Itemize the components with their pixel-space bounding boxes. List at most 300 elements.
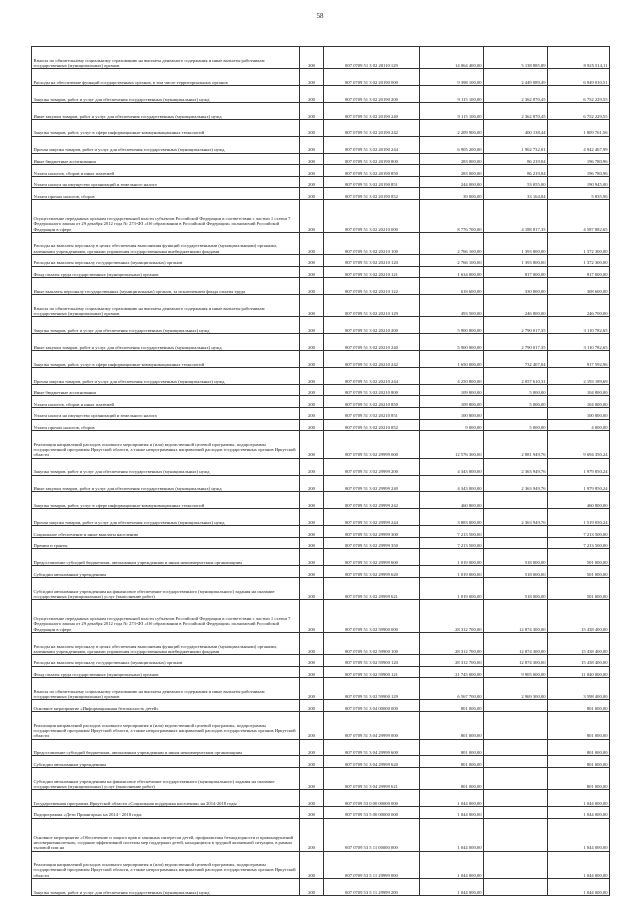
- row-code-cell: 200: [300, 526, 324, 538]
- row-kbk-cell: 807 0709 51 3 02 29999 000: [324, 431, 420, 459]
- row-kbk-cell: 807 0709 51 3 02 20210 121: [324, 266, 420, 278]
- row-kbk-cell: 807 0709 51 3 04 29999 000: [324, 712, 420, 740]
- table-row: [32, 818, 610, 851]
- table-row: [32, 351, 610, 368]
- row-approved-cell: 801 000,00: [420, 700, 484, 712]
- row-kbk-cell: 807 0709 51 3 02 29999 350: [324, 537, 420, 549]
- row-remaining-cell: 4 587 882,65: [548, 200, 610, 233]
- row-code-cell: 200: [300, 678, 324, 700]
- row-approved-cell: 493 500,00: [420, 295, 484, 317]
- table-row: [32, 69, 610, 86]
- row-executed-cell: 5 000,00: [484, 419, 548, 431]
- row-approved-cell: 8 776 700,00: [420, 200, 484, 233]
- row-remaining-cell: 1 372 300,00: [548, 255, 610, 267]
- table-row: [32, 851, 610, 879]
- row-code-cell: 200: [300, 367, 324, 384]
- row-code-cell: 200: [300, 396, 324, 408]
- row-executed-cell: 33 164,04: [484, 188, 548, 200]
- table-row: [32, 577, 610, 599]
- row-executed-cell: 53 055,00: [484, 176, 548, 188]
- row-executed-cell: 5 138 885,89: [484, 47, 548, 69]
- row-approved-cell: 28 312 700,00: [420, 655, 484, 667]
- row-executed-cell: 2 969 300,00: [484, 678, 548, 700]
- row-executed-cell: 518 000,00: [484, 549, 548, 566]
- table-row: [32, 739, 610, 756]
- table-row: [32, 367, 610, 384]
- row-kbk-cell: 807 0709 51 3 02 20210 800: [324, 384, 420, 396]
- table-row: [32, 165, 610, 177]
- row-kbk-cell: 807 0709 51 3 02 29999 200: [324, 458, 420, 475]
- row-name-cell: Иные закупки товаров, работ и услуг для обеспечения государственных (муниципальных) нужд: [32, 102, 300, 119]
- row-name-cell: Взносы по обязательному социальному страхованию на выплаты денежного содержания и иные выплаты работникам государственных (муниципальных) органов: [32, 47, 300, 69]
- row-name-cell: Реализация направлений расходов основного мероприятия и (или) ведомственной целевой программы, подпрограммы государственной программы Иркутской области, а также непрограммных направлений расходов государственных органов Иркутской области: [32, 712, 300, 740]
- table-row: [32, 419, 610, 431]
- row-kbk-cell: 807 0709 51 3 02 20190 240: [324, 102, 420, 119]
- row-name-cell: Закупка товаров, работ и услуг для обеспечения государственных (муниципальных) нужд: [32, 879, 300, 896]
- row-remaining-cell: 308 600,00: [548, 278, 610, 295]
- row-executed-cell: 732 407,04: [484, 351, 548, 368]
- row-approved-cell: 14 064 400,00: [420, 47, 484, 69]
- row-remaining-cell: 100 800,00: [548, 408, 610, 420]
- table-row: [32, 295, 610, 317]
- row-kbk-cell: 807 0709 51 3 02 29999 621: [324, 577, 420, 599]
- row-kbk-cell: 807 0709 51 3 02 20190 851: [324, 176, 420, 188]
- table-row: [32, 492, 610, 509]
- row-executed-cell: [484, 408, 548, 420]
- row-name-cell: Реализация направлений расходов основного мероприятия и (или) ведомственной целевой программы, подпрограммы государственной программы Иркутской области, а также непрограммных направлений расходов государственных органов Иркутской области: [32, 851, 300, 879]
- row-kbk-cell: 807 0709 51 3 02 20190 800: [324, 153, 420, 165]
- row-code-cell: 200: [300, 119, 324, 136]
- row-approved-cell: 1 634 000,00: [420, 266, 484, 278]
- row-remaining-cell: 15 438 400,00: [548, 655, 610, 667]
- row-approved-cell: 28 312 700,00: [420, 600, 484, 633]
- row-name-cell: Иные бюджетные ассигнования: [32, 384, 300, 396]
- row-code-cell: 200: [300, 537, 324, 549]
- row-kbk-cell: 807 0709 51 3 02 20210 244: [324, 367, 420, 384]
- row-kbk-cell: 807 0709 51 3 02 29999 244: [324, 509, 420, 526]
- row-name-cell: Субсидии автономным учреждениям: [32, 756, 300, 768]
- table-row: [32, 600, 610, 633]
- row-approved-cell: 28 312 700,00: [420, 632, 484, 654]
- row-approved-cell: 5 900 800,00: [420, 317, 484, 334]
- row-name-cell: Субсидии автономным учреждениям: [32, 566, 300, 578]
- row-kbk-cell: 807 0709 51 3 02 59900 121: [324, 666, 420, 678]
- row-name-cell: Реализация направлений расходов основного мероприятия и (или) ведомственной целевой программы, подпрограммы государственной программы Иркутской области, а также непрограммных направлений расходов государственных органов Иркутской области: [32, 431, 300, 459]
- row-code-cell: 200: [300, 492, 324, 509]
- row-approved-cell: 109 800,00: [420, 396, 484, 408]
- row-code-cell: 200: [300, 102, 324, 119]
- row-kbk-cell: 807 0709 53 5 11 00000 000: [324, 818, 420, 851]
- row-name-cell: Премии и гранты: [32, 537, 300, 549]
- row-code-cell: 200: [300, 351, 324, 368]
- row-approved-cell: 9 000,00: [420, 419, 484, 431]
- row-executed-cell: [484, 790, 548, 807]
- row-executed-cell: 2 057 610,31: [484, 367, 548, 384]
- row-name-cell: Иные бюджетные ассигнования: [32, 153, 300, 165]
- row-remaining-cell: 15 438 400,00: [548, 600, 610, 633]
- row-remaining-cell: 801 000,00: [548, 756, 610, 768]
- table-row: [32, 384, 610, 396]
- row-name-cell: Уплата прочих налогов, сборов: [32, 188, 300, 200]
- row-code-cell: 200: [300, 431, 324, 459]
- row-code-cell: 200: [300, 712, 324, 740]
- row-code-cell: 200: [300, 807, 324, 819]
- row-kbk-cell: 807 0709 51 3 04 00000 000: [324, 700, 420, 712]
- table-row: [32, 458, 610, 475]
- row-executed-cell: 1 393 800,00: [484, 255, 548, 267]
- row-code-cell: 200: [300, 458, 324, 475]
- row-remaining-cell: 1 044 000,00: [548, 790, 610, 807]
- row-code-cell: 200: [300, 666, 324, 678]
- row-name-cell: Субсидии автономным учреждениям на финансовое обеспечение государственного (муниципального) задания на оказание государственных (муниципальных) услуг (выполнение работ): [32, 577, 300, 599]
- row-kbk-cell: 807 0709 51 3 02 20210 129: [324, 295, 420, 317]
- row-kbk-cell: 807 0709 51 3 02 20190 244: [324, 136, 420, 153]
- row-approved-cell: 1 044 000,00: [420, 879, 484, 896]
- row-remaining-cell: 104 800,00: [548, 396, 610, 408]
- row-name-cell: Расходы на обеспечение функций государственных органов, в том числе территориальных органов: [32, 69, 300, 86]
- row-kbk-cell: 807 0709 51 3 02 29999 600: [324, 549, 420, 566]
- row-name-cell: Социальное обеспечение и иные выплаты населению: [32, 526, 300, 538]
- row-code-cell: 200: [300, 566, 324, 578]
- row-remaining-cell: 4 942 467,99: [548, 136, 610, 153]
- row-remaining-cell: 104 800,00: [548, 384, 610, 396]
- row-executed-cell: 2 363 949,76: [484, 475, 548, 492]
- row-approved-cell: 2 766 100,00: [420, 255, 484, 267]
- row-code-cell: 200: [300, 317, 324, 334]
- row-name-cell: Расходы на выплаты персоналу государственных (муниципальных) органов: [32, 255, 300, 267]
- table-row: [32, 655, 610, 667]
- row-kbk-cell: 807 0709 51 3 04 29999 621: [324, 768, 420, 790]
- table-row: [32, 266, 610, 278]
- table-row: [32, 102, 610, 119]
- row-remaining-cell: 801 000,00: [548, 712, 610, 740]
- row-code-cell: 200: [300, 632, 324, 654]
- row-code-cell: 200: [300, 266, 324, 278]
- row-executed-cell: 4 188 817,35: [484, 200, 548, 233]
- row-executed-cell: [484, 739, 548, 756]
- row-code-cell: 200: [300, 577, 324, 599]
- row-remaining-cell: 6 752 229,55: [548, 86, 610, 103]
- row-code-cell: 200: [300, 475, 324, 492]
- row-kbk-cell: 807 0709 51 3 02 20190 850: [324, 165, 420, 177]
- row-remaining-cell: 190 945,00: [548, 176, 610, 188]
- row-executed-cell: 1 393 800,00: [484, 232, 548, 254]
- row-code-cell: 200: [300, 47, 324, 69]
- row-name-cell: Уплата прочих налогов, сборов: [32, 419, 300, 431]
- row-kbk-cell: 807 0709 51 3 02 59900 100: [324, 632, 420, 654]
- row-executed-cell: 5 000,00: [484, 384, 548, 396]
- row-kbk-cell: 807 0709 51 3 02 20110 129: [324, 47, 420, 69]
- row-kbk-cell: 807 0709 51 3 02 20190 200: [324, 86, 420, 103]
- row-kbk-cell: 807 0709 53 0 00 00000 000: [324, 790, 420, 807]
- row-approved-cell: 4 343 800,00: [420, 475, 484, 492]
- row-approved-cell: 801 000,00: [420, 712, 484, 740]
- table-row: [32, 678, 610, 700]
- row-remaining-cell: 11 840 000,00: [548, 666, 610, 678]
- row-code-cell: 200: [300, 188, 324, 200]
- budget-table-body: [32, 47, 610, 896]
- row-code-cell: 200: [300, 334, 324, 351]
- table-row: [32, 278, 610, 295]
- table-row: [32, 408, 610, 420]
- row-remaining-cell: 801 000,00: [548, 768, 610, 790]
- row-name-cell: Субсидии автономным учреждениям на финансовое обеспечение государственного (муниципального) задания на оказание государственных (муниципальных) услуг (выполнение работ): [32, 768, 300, 790]
- table-row: [32, 232, 610, 254]
- table-row: [32, 47, 610, 69]
- table-row: [32, 632, 610, 654]
- row-executed-cell: 330 000,00: [484, 278, 548, 295]
- table-row: [32, 509, 610, 526]
- row-approved-cell: 1 044 000,00: [420, 818, 484, 851]
- row-remaining-cell: 2 193 189,69: [548, 367, 610, 384]
- row-executed-cell: [484, 492, 548, 509]
- row-executed-cell: 400 138,44: [484, 119, 548, 136]
- row-code-cell: 200: [300, 136, 324, 153]
- row-code-cell: 200: [300, 69, 324, 86]
- row-kbk-cell: 807 0709 51 3 04 29999 600: [324, 739, 420, 756]
- row-name-cell: Государственная программа Иркутской области «Социальная поддержка населения» на 2014-2018 годы: [32, 790, 300, 807]
- row-name-cell: Основное мероприятие «Информационная безопасность детей»: [32, 700, 300, 712]
- row-remaining-cell: 196 780,96: [548, 153, 610, 165]
- row-remaining-cell: 1 044 000,00: [548, 818, 610, 851]
- budget-table: [31, 46, 610, 896]
- row-executed-cell: [484, 807, 548, 819]
- row-remaining-cell: 3 110 782,65: [548, 317, 610, 334]
- row-approved-cell: 244 000,00: [420, 176, 484, 188]
- row-remaining-cell: 8 925 514,11: [548, 47, 610, 69]
- row-remaining-cell: 9 694 350,24: [548, 431, 610, 459]
- row-code-cell: 200: [300, 200, 324, 233]
- row-approved-cell: 801 000,00: [420, 756, 484, 768]
- table-row: [32, 549, 610, 566]
- row-kbk-cell: 807 0709 51 3 02 20190 242: [324, 119, 420, 136]
- table-row: [32, 334, 610, 351]
- row-kbk-cell: 807 0709 51 3 02 20210 852: [324, 419, 420, 431]
- row-code-cell: 200: [300, 232, 324, 254]
- row-remaining-cell: 6 752 229,55: [548, 102, 610, 119]
- row-executed-cell: 12 874 300,00: [484, 655, 548, 667]
- row-name-cell: Взносы по обязательному социальному страхованию на выплаты денежного содержания и иные выплаты работникам государственных (муниципальных) органов: [32, 678, 300, 700]
- row-remaining-cell: 501 000,00: [548, 566, 610, 578]
- row-executed-cell: 86 219,04: [484, 165, 548, 177]
- row-executed-cell: 9 905 000,00: [484, 666, 548, 678]
- row-executed-cell: [484, 879, 548, 896]
- row-code-cell: 200: [300, 739, 324, 756]
- row-approved-cell: 21 745 000,00: [420, 666, 484, 678]
- row-code-cell: 200: [300, 295, 324, 317]
- table-row: [32, 119, 610, 136]
- table-row: [32, 255, 610, 267]
- table-row: [32, 712, 610, 740]
- row-kbk-cell: 807 0709 51 3 02 20210 000: [324, 200, 420, 233]
- table-row: [32, 86, 610, 103]
- row-remaining-cell: 5 835,96: [548, 188, 610, 200]
- row-approved-cell: 1 044 000,00: [420, 790, 484, 807]
- row-approved-cell: 1 044 000,00: [420, 851, 484, 879]
- row-executed-cell: [484, 768, 548, 790]
- row-remaining-cell: 4 000,00: [548, 419, 610, 431]
- row-kbk-cell: 807 0709 51 3 02 20210 850: [324, 396, 420, 408]
- row-kbk-cell: 807 0709 51 3 02 20210 100: [324, 232, 420, 254]
- table-row: [32, 153, 610, 165]
- row-kbk-cell: 807 0709 51 3 02 29999 242: [324, 492, 420, 509]
- row-executed-cell: 2 449 089,49: [484, 69, 548, 86]
- table-row: [32, 176, 610, 188]
- row-executed-cell: 5 000,00: [484, 396, 548, 408]
- table-row: [32, 188, 610, 200]
- row-executed-cell: 2 362 870,45: [484, 102, 548, 119]
- table-row: [32, 537, 610, 549]
- table-row: [32, 756, 610, 768]
- row-code-cell: 200: [300, 818, 324, 851]
- row-code-cell: 200: [300, 419, 324, 431]
- row-remaining-cell: 15 438 400,00: [548, 632, 610, 654]
- row-remaining-cell: 196 780,96: [548, 165, 610, 177]
- row-approved-cell: 39 000,00: [420, 188, 484, 200]
- row-kbk-cell: 807 0709 53 5 00 00000 000: [324, 807, 420, 819]
- row-remaining-cell: 1 809 761,56: [548, 119, 610, 136]
- row-remaining-cell: 1 044 000,00: [548, 851, 610, 879]
- row-name-cell: Прочая закупка товаров, работ и услуг для обеспечения государственных (муниципальных) нужд: [32, 509, 300, 526]
- row-code-cell: 200: [300, 790, 324, 807]
- row-remaining-cell: 801 000,00: [548, 739, 610, 756]
- row-kbk-cell: 807 0709 51 3 02 20210 120: [324, 255, 420, 267]
- row-name-cell: Подпрограмма «Дети Приангарья» на 2014 - 2018 годы: [32, 807, 300, 819]
- row-code-cell: 200: [300, 176, 324, 188]
- row-code-cell: 200: [300, 509, 324, 526]
- row-code-cell: 200: [300, 655, 324, 667]
- row-remaining-cell: 501 000,00: [548, 549, 610, 566]
- table-row: [32, 666, 610, 678]
- row-name-cell: Иные закупки товаров, работ и услуг для обеспечения государственных (муниципальных) нужд: [32, 475, 300, 492]
- row-approved-cell: 2 766 100,00: [420, 232, 484, 254]
- row-approved-cell: 618 600,00: [420, 278, 484, 295]
- row-name-cell: Закупка товаров, работ, услуг в сфере информационно-коммуникационных технологий: [32, 351, 300, 368]
- row-remaining-cell: 246 700,00: [548, 295, 610, 317]
- row-name-cell: Предоставление субсидий бюджетным, автономным учреждениям и иным некоммерческим организациям: [32, 549, 300, 566]
- table-row: [32, 475, 610, 492]
- table-row: [32, 317, 610, 334]
- row-approved-cell: 109 800,00: [420, 384, 484, 396]
- row-remaining-cell: 7 213 500,00: [548, 526, 610, 538]
- row-name-cell: Закупка товаров, работ и услуг для обеспечения государственных (муниципальных) нужд: [32, 86, 300, 103]
- row-kbk-cell: 807 0709 51 3 02 20210 851: [324, 408, 420, 420]
- table-row: [32, 700, 610, 712]
- row-name-cell: Фонд оплаты труда государственных (муниципальных) органов: [32, 266, 300, 278]
- row-remaining-cell: 501 000,00: [548, 577, 610, 599]
- row-name-cell: Закупка товаров, работ и услуг для обеспечения государственных (муниципальных) нужд: [32, 458, 300, 475]
- row-name-cell: Расходы на выплаты персоналу в целях обеспечения выполнения функций государственными (муниципальными) органами, казенными учреждениями, органами управления государственными внебюджетными фондами: [32, 232, 300, 254]
- row-approved-cell: 9 115 100,00: [420, 102, 484, 119]
- row-executed-cell: 2 362 870,45: [484, 86, 548, 103]
- row-executed-cell: [484, 526, 548, 538]
- row-approved-cell: 283 000,00: [420, 165, 484, 177]
- row-code-cell: 200: [300, 600, 324, 633]
- row-remaining-cell: 1 519 050,24: [548, 509, 610, 526]
- row-kbk-cell: 807 0709 51 3 02 20210 122: [324, 278, 420, 295]
- row-executed-cell: 86 219,04: [484, 153, 548, 165]
- row-remaining-cell: 7 213 500,00: [548, 537, 610, 549]
- row-name-cell: Закупка товаров, работ, услуг в сфере информационно-коммуникационных технологий: [32, 492, 300, 509]
- row-approved-cell: 5 900 800,00: [420, 334, 484, 351]
- row-approved-cell: 4 343 800,00: [420, 458, 484, 475]
- row-code-cell: 200: [300, 879, 324, 896]
- row-approved-cell: 100 800,00: [420, 408, 484, 420]
- row-name-cell: Расходы на выплаты персоналу в целях обеспечения выполнения функций государственными (муниципальными) органами, казенными учреждениями, органами управления государственными внебюджетными фондами: [32, 632, 300, 654]
- row-kbk-cell: 807 0709 51 3 02 20210 200: [324, 317, 420, 334]
- row-code-cell: 200: [300, 278, 324, 295]
- row-executed-cell: 2 363 949,76: [484, 509, 548, 526]
- row-executed-cell: 2 790 017,35: [484, 317, 548, 334]
- row-code-cell: 200: [300, 255, 324, 267]
- table-row: [32, 396, 610, 408]
- row-kbk-cell: 807 0709 53 5 11 29999 200: [324, 879, 420, 896]
- row-executed-cell: [484, 851, 548, 879]
- row-approved-cell: 1 044 000,00: [420, 807, 484, 819]
- row-approved-cell: 283 000,00: [420, 153, 484, 165]
- row-approved-cell: 4 250 800,00: [420, 367, 484, 384]
- row-approved-cell: 1 650 000,00: [420, 351, 484, 368]
- row-name-cell: Взносы по обязательному социальному страхованию на выплаты денежного содержания и иные выплаты работникам государственных (муниципальных) органов: [32, 295, 300, 317]
- table-row: [32, 200, 610, 233]
- row-approved-cell: 7 213 500,00: [420, 537, 484, 549]
- row-executed-cell: [484, 537, 548, 549]
- row-kbk-cell: 807 0709 51 3 02 20190 000: [324, 69, 420, 86]
- row-code-cell: 200: [300, 851, 324, 879]
- table-row: [32, 768, 610, 790]
- row-kbk-cell: 807 0709 51 3 02 59900 129: [324, 678, 420, 700]
- row-kbk-cell: 807 0709 51 3 02 20190 852: [324, 188, 420, 200]
- row-executed-cell: [484, 712, 548, 740]
- row-name-cell: Осуществление переданных органам государственной власти субъектов Российской Федерации в соответствии с частью 1 статьи 7 Федерального закона от 29 декабря 2012 года № 273-ФЗ «Об образовании в Российской Федерации» полномочий Российской Федерации в сфере: [32, 200, 300, 233]
- row-approved-cell: 6 905 200,00: [420, 136, 484, 153]
- row-code-cell: 200: [300, 384, 324, 396]
- row-name-cell: Закупка товаров, работ и услуг для обеспечения государственных (муниципальных) нужд: [32, 317, 300, 334]
- row-name-cell: Фонд оплаты труда государственных (муниципальных) органов: [32, 666, 300, 678]
- row-code-cell: 200: [300, 86, 324, 103]
- row-approved-cell: 3 883 000,00: [420, 509, 484, 526]
- row-name-cell: Иные выплаты персоналу государственных (муниципальных) органов, за исключением фонда оплаты труда: [32, 278, 300, 295]
- row-remaining-cell: 1 044 000,00: [548, 807, 610, 819]
- row-remaining-cell: 1 979 850,24: [548, 475, 610, 492]
- row-name-cell: Уплата налогов, сборов и иных платежей: [32, 396, 300, 408]
- table-row: [32, 566, 610, 578]
- row-executed-cell: 12 874 300,00: [484, 600, 548, 633]
- row-name-cell: Прочая закупка товаров, работ и услуг для обеспечения государственных (муниципальных) нужд: [32, 367, 300, 384]
- row-executed-cell: 246 800,00: [484, 295, 548, 317]
- row-code-cell: 200: [300, 165, 324, 177]
- row-code-cell: 200: [300, 768, 324, 790]
- table-row: [32, 526, 610, 538]
- row-remaining-cell: 6 949 010,51: [548, 69, 610, 86]
- row-kbk-cell: 807 0709 51 3 02 59900 120: [324, 655, 420, 667]
- row-approved-cell: 1 019 000,00: [420, 549, 484, 566]
- row-kbk-cell: 807 0709 51 3 02 29999 240: [324, 475, 420, 492]
- table-row: [32, 879, 610, 896]
- row-approved-cell: 801 000,00: [420, 739, 484, 756]
- row-executed-cell: 2 790 017,35: [484, 334, 548, 351]
- row-approved-cell: 12 576 300,00: [420, 431, 484, 459]
- row-remaining-cell: 1 372 300,00: [548, 232, 610, 254]
- row-executed-cell: 518 000,00: [484, 566, 548, 578]
- row-executed-cell: 2 881 949,76: [484, 431, 548, 459]
- row-executed-cell: 518 000,00: [484, 577, 548, 599]
- row-approved-cell: 9 115 100,00: [420, 86, 484, 103]
- row-name-cell: Предоставление субсидий бюджетным, автономным учреждениям и иным некоммерческим организациям: [32, 739, 300, 756]
- table-row: [32, 136, 610, 153]
- row-code-cell: 200: [300, 153, 324, 165]
- row-approved-cell: 1 019 000,00: [420, 577, 484, 599]
